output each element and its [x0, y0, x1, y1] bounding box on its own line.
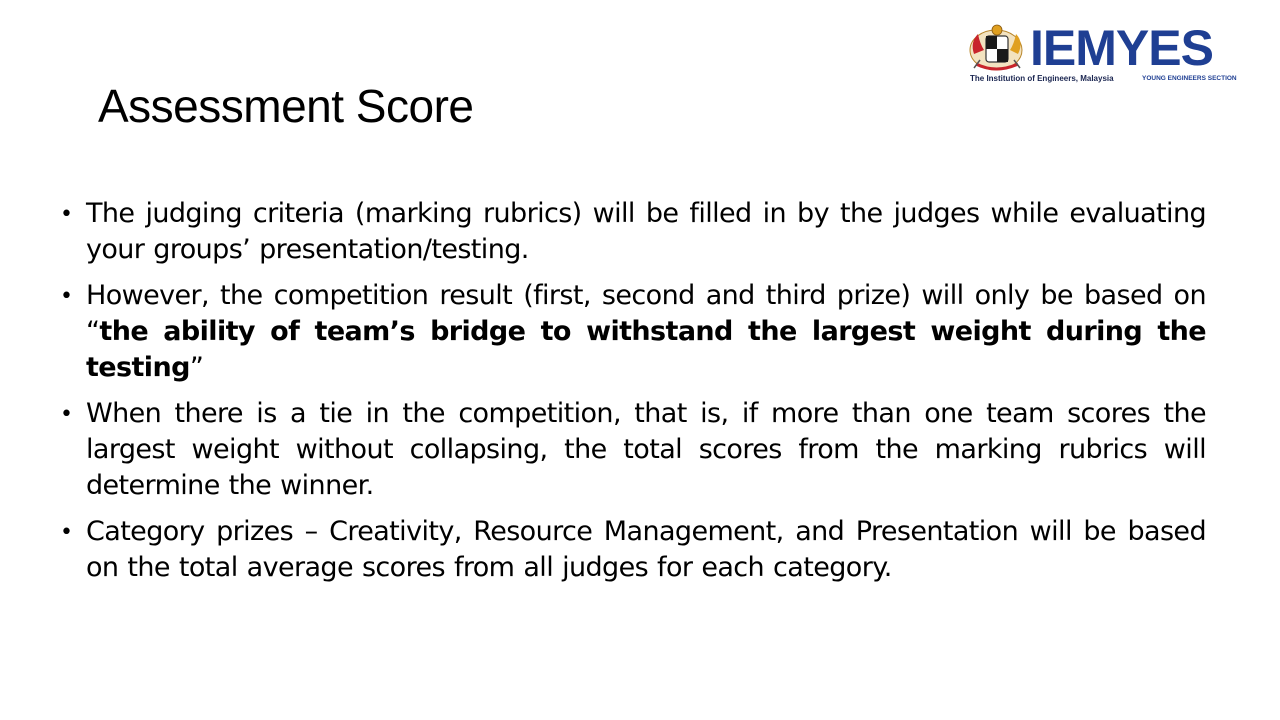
- bullet-text-pre: However, the competition result (first, second and third prize) will only be based on “: [86, 280, 1206, 347]
- bullet-dot-icon: •: [60, 202, 73, 227]
- bullet-text-bold: the ability of team’s bridge to withstand the largest weight during the testing: [86, 316, 1206, 383]
- bullet-list: [60, 196, 1206, 596]
- bullet-text: The judging criteria (marking rubrics) will be filled in by the judges while evaluating your groups’ presentation/testing.: [86, 198, 1206, 265]
- iem-crest-icon: [966, 20, 1030, 76]
- bullet-dot-icon: •: [60, 520, 73, 545]
- logo-subtitle-right: YOUNG ENGINEERS SECTION: [1142, 75, 1237, 82]
- bullet-text: When there is a tie in the competition, that is, if more than one team scores the largest weight without collapsing, the total scores from the marking rubrics will determine the winner.: [86, 398, 1206, 501]
- bullet-text: Category prizes – Creativity, Resource Management, and Presentation will be based on the total average scores from all judges for each category.: [86, 516, 1206, 583]
- bullet-dot-icon: •: [60, 402, 73, 427]
- bullet-dot-icon: •: [60, 284, 73, 309]
- slide-title: Assessment Score: [98, 80, 474, 132]
- bullet-item: [60, 396, 1206, 504]
- iem-yes-logo: [966, 20, 1246, 86]
- bullet-item: [60, 196, 1206, 268]
- bullet-item: [60, 514, 1206, 586]
- logo-wordmark: IEMYES: [1030, 20, 1213, 76]
- bullet-text-post: ”: [189, 352, 204, 383]
- logo-subtitle-left: The Institution of Engineers, Malaysia: [970, 74, 1114, 83]
- bullet-item: [60, 278, 1206, 386]
